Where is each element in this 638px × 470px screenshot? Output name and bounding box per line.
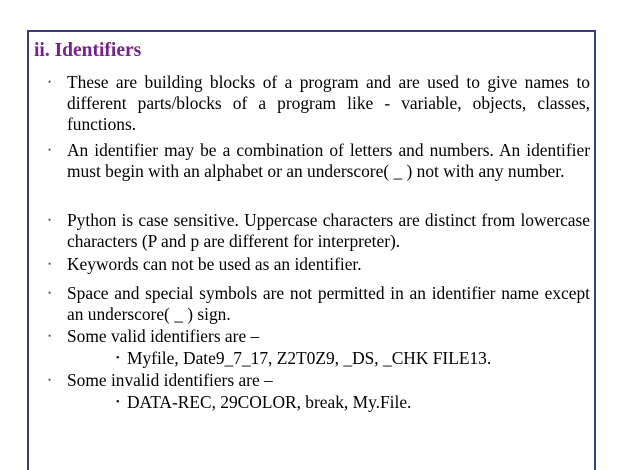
bullet-item <box>48 370 590 391</box>
bullet-text: These are building blocks of a program and are used to give names to different parts/blocks of a program like - variable, objects, classes, functions. <box>67 72 590 134</box>
bullet-dot-icon: • <box>48 288 52 298</box>
bullet-dot-icon: • <box>48 215 52 225</box>
slide-title: ii. Identifiers <box>34 40 142 61</box>
bullet-dot-icon: • <box>48 77 52 87</box>
bullet-item <box>48 326 590 347</box>
bullet-text: Keywords can not be used as an identifier. <box>67 254 362 274</box>
bullet-text: Python is case sensitive. Uppercase characters are distinct from lowercase characters (P and p are different for interpreter). <box>67 210 590 251</box>
valid-identifiers-examples: Myfile, Date9_7_17, Z2T0Z9, _DS, _CHK FILE13. <box>127 348 492 368</box>
bullet-item <box>48 210 590 252</box>
bullet-dot-icon: • <box>48 145 52 155</box>
bullet-item <box>48 254 590 275</box>
sub-bullet-item <box>116 348 492 369</box>
bullet-text: An identifier may be a combination of letters and numbers. An identifier must begin with an alphabet or an underscore( _ ) not with any number. <box>67 140 590 181</box>
bullet-text: Some invalid identifiers are – <box>67 370 273 390</box>
bullet-item <box>48 72 590 135</box>
sub-bullet-dot-icon: • <box>116 353 120 364</box>
bullet-dot-icon: • <box>48 375 52 385</box>
bullet-dot-icon: • <box>48 331 52 341</box>
bullet-text: Space and special symbols are not permitted in an identifier name except an underscore( _ ) sign. <box>67 283 590 324</box>
sub-bullet-item <box>116 392 412 413</box>
bullet-item <box>48 283 590 325</box>
bullet-item <box>48 140 590 182</box>
bullet-dot-icon: • <box>48 259 52 269</box>
sub-bullet-dot-icon: • <box>116 397 120 408</box>
bullet-text: Some valid identifiers are – <box>67 326 260 346</box>
invalid-identifiers-examples: DATA-REC, 29COLOR, break, My.File. <box>127 392 412 412</box>
